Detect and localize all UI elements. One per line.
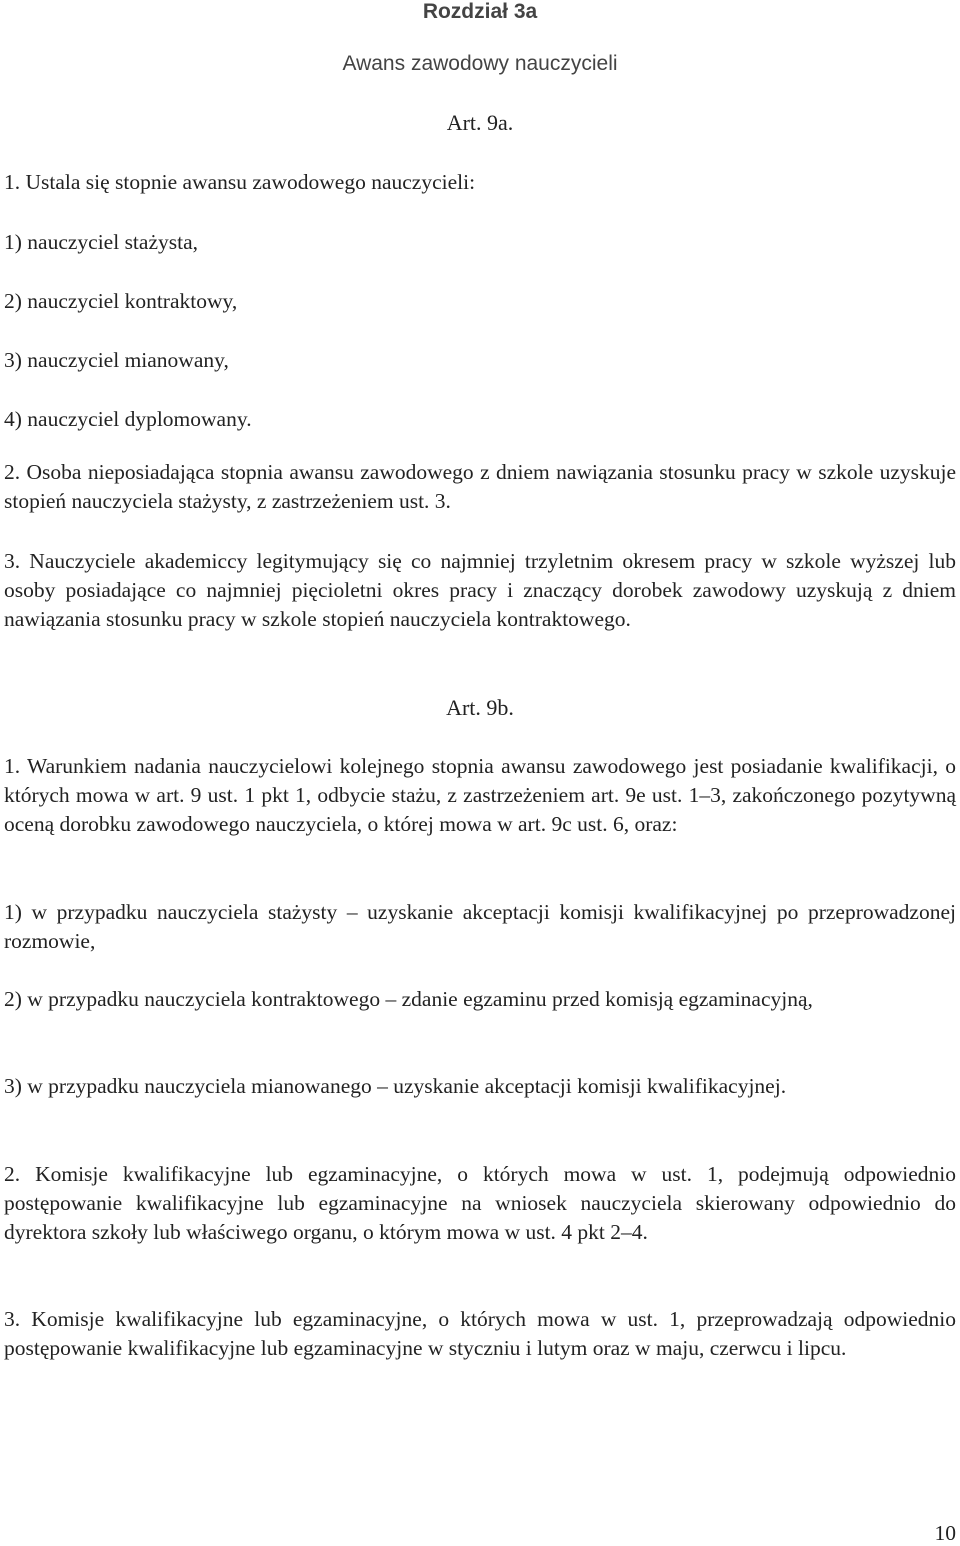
chapter-title: Awans zawodowy nauczycieli xyxy=(342,52,618,75)
article-9a-heading: Art. 9a. xyxy=(446,110,514,135)
page-number: 10 xyxy=(934,1521,956,1545)
art-9b-item-3: 3) w przypadku nauczyciela mianowanego – uzyskanie akceptacji komisji kwalifikacyjnej. xyxy=(4,1074,787,1098)
art-9b-paragraph-1: 1. Warunkiem nadania nauczycielowi kolejnego stopnia awansu zawodowego jest posiadanie kwalifikacji, o których mowa w art. 9 ust. 1 pkt 1, odbycie stażu, z zastrzeżeniem art. 9e ust. 1–3, zakończonego pozytywną oceną dorobku zawodowego nauczyciela, o której mowa w art. 9c ust. 6, oraz: xyxy=(4,754,956,836)
art-9a-paragraph-3: 3. Nauczyciele akademiccy legitymujący się co najmniej trzyletnim okresem pracy w szkole wyższej lub osoby posiadające co najmniej pięcioletni okres pracy i znaczący dorobek zawodowy uzyskują z dniem nawiązania stosunku pracy w szkole stopień nauczyciela kontraktowego. xyxy=(4,549,956,631)
art-9b-paragraph-2: 2. Komisje kwalifikacyjne lub egzaminacyjne, o których mowa w ust. 1, podejmują odpowiednio postępowanie kwalifikacyjne lub egzaminacyjne na wniosek nauczyciela skierowany odpowiednio do dyrektora szkoły lub właściwego organu, o którym mowa w ust. 4 pkt 2–4. xyxy=(4,1162,956,1244)
art-9a-list-item-1: 1) nauczyciel stażysta, xyxy=(4,230,199,254)
art-9a-paragraph-2: 2. Osoba nieposiadająca stopnia awansu zawodowego z dniem nawiązania stosunku pracy w szkole uzyskuje stopień nauczyciela stażysty, z zastrzeżeniem ust. 3. xyxy=(4,460,956,513)
art-9a-list-item-2: 2) nauczyciel kontraktowy, xyxy=(4,289,238,313)
art-9b-item-1: 1) w przypadku nauczyciela stażysty – uzyskanie akceptacji komisji kwalifikacyjnej po przeprowadzonej rozmowie, xyxy=(4,900,956,953)
art-9b-paragraph-3: 3. Komisje kwalifikacyjne lub egzaminacyjne, o których mowa w ust. 1, przeprowadzają odpowiednio postępowanie kwalifikacyjne lub egzaminacyjne w styczniu i lutym oraz w maju, czerwcu i lipcu. xyxy=(4,1307,956,1360)
art-9a-list-item-3: 3) nauczyciel mianowany, xyxy=(4,348,229,372)
art-9a-list-item-4: 4) nauczyciel dyplomowany. xyxy=(4,407,252,431)
article-9b-heading: Art. 9b. xyxy=(446,695,514,720)
chapter-label: Rozdział 3a xyxy=(422,0,538,23)
art-9b-item-2: 2) w przypadku nauczyciela kontraktowego – zdanie egzaminu przed komisją egzaminacyjną, xyxy=(4,987,813,1011)
art-9a-paragraph-1-intro: 1. Ustala się stopnie awansu zawodowego nauczycieli: xyxy=(4,170,476,194)
